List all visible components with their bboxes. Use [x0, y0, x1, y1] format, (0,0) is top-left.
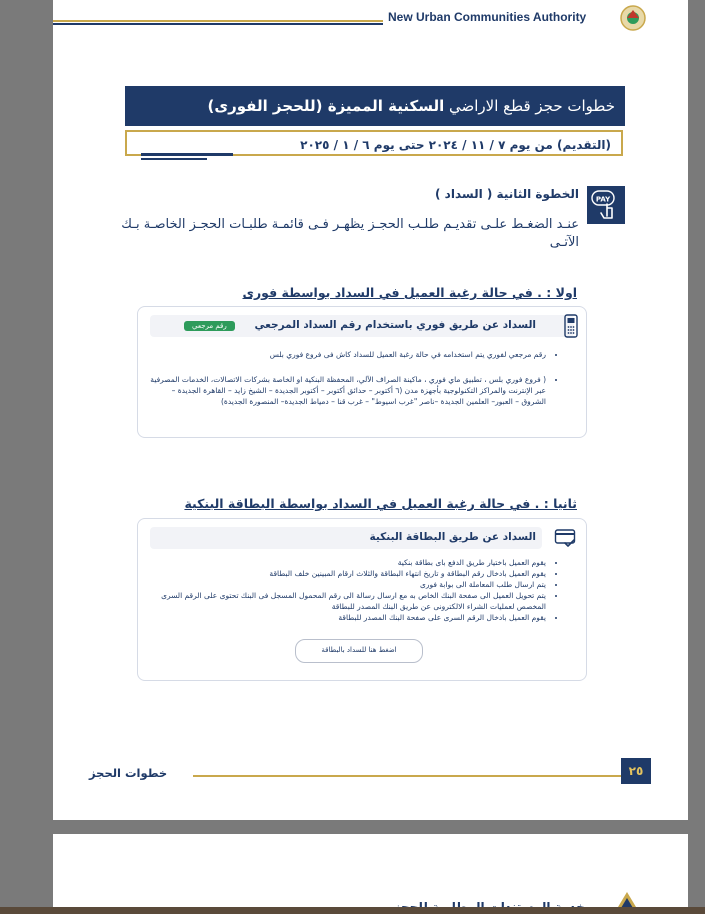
- step-description: عنـد الضغـط علـى تقديـم طلـب الحجـز يظهـر فـى قائمـة طلبـات الحجـز الخاصـة بـك الآتـى: [121, 217, 579, 250]
- header-rule-navy: [53, 23, 383, 25]
- list-item: • يقوم العميل بادخال الرقم السرى على صفحة البنك المصدر للبطاقة: [150, 612, 546, 623]
- list-item: • يقوم العميل بادخال رقم البطاقة و تاريخ انتهاء البطاقة والثلاث ارقام المبينين خلف البطاقة: [150, 568, 546, 579]
- org-name: New Urban Communities Authority: [388, 10, 587, 24]
- footer-rule: [193, 775, 623, 777]
- header-rule-gold: [53, 20, 383, 22]
- pos-terminal-icon: [562, 313, 580, 339]
- list-item: • يتم تحويل العميل الى صفحة البنك الخاص به مع ارسال رسالة الى رقم المحمول المسجل فى البنك تحتوى على الرقم السرى المخصص لعمليات الشراء الالكترونى عن طريق البنك المصدر للبطاقة: [150, 590, 546, 612]
- step-heading: الخطوة الثانية ( السداد ): [435, 187, 579, 201]
- fawry-card: [137, 306, 587, 438]
- page-title-regular: خطوات حجز قطع الاراضي: [444, 97, 615, 115]
- date-accent-line: [141, 153, 233, 156]
- list-item: • يتم ارسال طلب المعاملة الى بوابة فورى: [150, 579, 546, 590]
- fawry-bullet-list: [150, 349, 558, 407]
- section-heading-fawry: اولا : . في حالة رغبة العميل في السداد بواسطة فورى: [242, 285, 577, 300]
- page-title-bold: السكنية المميزة (للحجز الفورى): [207, 97, 445, 115]
- pay-by-card-button[interactable]: اضغط هنا للسداد بالبطاقة: [295, 639, 423, 663]
- section-heading-card: ثانيا : . في حالة رغبة العميل في السداد بواسطة البطاقة البنكية: [184, 496, 577, 511]
- reference-number-badge: رقم مرجعي: [184, 321, 235, 331]
- document-page: [53, 0, 688, 820]
- date-range: (التقديم) من يوم ٧ / ١١ / ٢٠٢٤ حتى يوم ٦ / ١ / ٢٠٢٥: [125, 130, 623, 156]
- credit-card-check-icon: [554, 527, 576, 549]
- list-item: • ( فروع فوري بلس ، تطبيق ماي فوري ، ماكينة الصراف الآلي، المحفظة البنكية او الخاصة بشركات الاتصالات، الخدمات المصرفية عبر الإنترنت والمراكز التكنولوجية بأجهزة مدن (٦ أكتوبر – حدائق أكتوبر – أكتوبر الجديدة – الشيخ زايد – القاهرة الجديدة – الشروق – العبور– العلمين الجديدة –ناصر "غرب اسيوط" – غرب قنا – دمياط الجديدة– المنصورة الجديدة): [150, 374, 546, 407]
- pay-icon-text: PAY: [595, 195, 611, 204]
- fawry-card-title: السداد عن طريق فوري باستخدام رقم السداد المرجعي: [254, 319, 536, 331]
- list-item: • يقوم العميل باختيار طريق الدفع باى بطاقة بنكية: [150, 557, 546, 568]
- nuca-logo-icon: [618, 4, 648, 32]
- pay-hand-icon: [587, 186, 625, 224]
- page-number: ٢٥: [621, 758, 651, 784]
- bank-card-bullet-list: [150, 557, 558, 623]
- bottom-shadow-strip: [0, 907, 705, 914]
- page-title: [125, 86, 625, 126]
- bank-card-card: [137, 518, 587, 681]
- date-accent-line: [141, 158, 207, 160]
- list-item: • رقم مرجعي لفوري يتم استخدامه في حالة رغبة العميل للسداد كاش فى فروع فوري بلس: [150, 349, 546, 360]
- next-document-page: [53, 834, 688, 914]
- bank-card-title: السداد عن طريق البطاقة البنكية: [369, 531, 536, 543]
- footer-title: خطوات الحجز: [89, 766, 168, 780]
